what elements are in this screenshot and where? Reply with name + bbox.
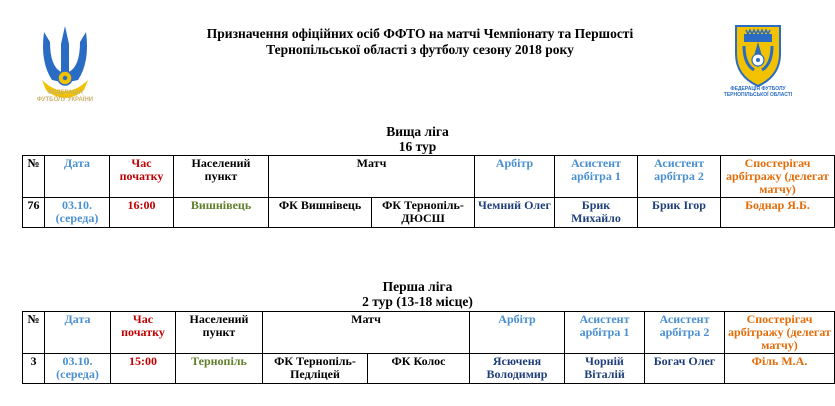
ffu-logo	[34, 22, 96, 122]
schedule-table-top-league	[22, 155, 835, 228]
table-row	[23, 354, 835, 384]
cell-assistant1: Брик Михайло	[555, 198, 638, 228]
league-name: Перша ліга	[382, 279, 453, 294]
table-header-row	[23, 156, 835, 198]
cell-assistant2: Богач Олег	[645, 354, 725, 384]
cell-place: Тернопіль	[176, 354, 263, 384]
cell-referee: Ясюченя Володимир	[470, 354, 565, 384]
col-header-date: Дата	[45, 156, 110, 198]
col-header-time: Час початку	[111, 312, 176, 354]
cell-date: 03.10. (середа)	[45, 198, 110, 228]
schedule-table-first-league	[22, 311, 835, 384]
col-header-match: Матч	[263, 312, 470, 354]
cell-time: 15:00	[111, 354, 176, 384]
col-header-place: Населений пункт	[174, 156, 269, 198]
ffu-logo-caption: ФЕДЕРАЦІЯ ФУТБОЛУ УКРАЇНИ	[36, 90, 94, 103]
section-heading-first-league	[295, 279, 540, 309]
col-header-num: №	[23, 312, 45, 354]
cell-assistant1: Чорній Віталій	[565, 354, 645, 384]
col-header-num: №	[23, 156, 45, 198]
col-header-assistant1: Асистент арбітра 1	[565, 312, 645, 354]
section-heading-top-league	[300, 124, 535, 154]
table-header-row	[23, 312, 835, 354]
cell-assistant2: Брик Ігор	[638, 198, 721, 228]
cell-observer: Боднар Я.Б.	[721, 198, 835, 228]
cell-home-team: ФК Вишнівець	[269, 198, 372, 228]
cell-place: Вишнівець	[174, 198, 269, 228]
cell-away-team: ФК Тернопіль-ДЮСШ	[372, 198, 475, 228]
col-header-referee: Арбітр	[470, 312, 565, 354]
col-header-referee: Арбітр	[475, 156, 555, 198]
col-header-place: Населений пункт	[176, 312, 263, 354]
col-header-observer: Спостерігач арбітражу (делегат матчу)	[721, 156, 835, 198]
ffto-logo	[722, 20, 794, 98]
cell-away-team: ФК Колос	[368, 354, 470, 384]
league-name: Вища ліга	[386, 124, 449, 139]
page-title	[150, 26, 690, 58]
trident-emblem-icon	[34, 22, 96, 122]
ffto-logo-caption: ФЕДЕРАЦІЯ ФУТБОЛУ ТЕРНОПІЛЬСЬКОЇ ОБЛАСТІ	[723, 86, 793, 98]
table-row	[23, 198, 835, 228]
col-header-time: Час початку	[110, 156, 174, 198]
page-title-line2: Тернопільської області з футболу сезону 2018 року	[266, 42, 574, 57]
round-name: 2 тур (13-18 місце)	[362, 294, 473, 309]
page-title-line1: Призначення офіційних осіб ФФТО на матчі Чемпіонату та Першості	[206, 26, 634, 41]
round-name: 16 тур	[398, 139, 437, 154]
col-header-assistant2: Асистент арбітра 2	[645, 312, 725, 354]
cell-date: 03.10. (середа)	[45, 354, 111, 384]
cell-referee: Чемний Олег	[475, 198, 555, 228]
col-header-date: Дата	[45, 312, 111, 354]
col-header-observer: Спостерігач арбітражу (делегат матчу)	[725, 312, 835, 354]
cell-time: 16:00	[110, 198, 174, 228]
cell-home-team: ФК Тернопіль-Педліцей	[263, 354, 368, 384]
col-header-assistant2: Асистент арбітра 2	[638, 156, 721, 198]
cell-num: 3	[23, 354, 45, 384]
cell-observer: Філь М.А.	[725, 354, 835, 384]
cell-num: 76	[23, 198, 45, 228]
col-header-assistant1: Асистент арбітра 1	[555, 156, 638, 198]
col-header-match: Матч	[269, 156, 475, 198]
